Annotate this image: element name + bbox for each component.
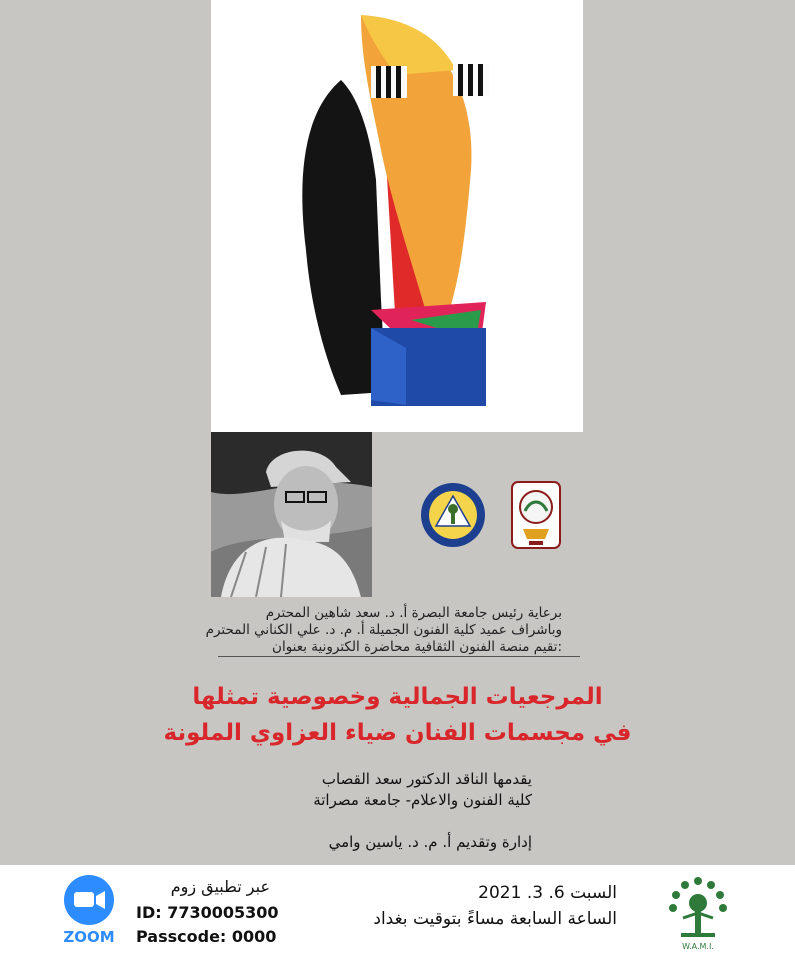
- zoom-icon: [56, 873, 122, 945]
- university-logo: [420, 482, 486, 548]
- zoom-via: عبر تطبيق زوم: [170, 877, 270, 896]
- artist-photo: [211, 432, 372, 597]
- sponsorship-line-1: برعاية رئيس جامعة البصرة أ. د. سعد شاهين المحترم: [265, 605, 562, 621]
- college-logo: [511, 481, 561, 549]
- divider: [218, 656, 580, 657]
- presenter-name: يقدمها الناقد الدكتور سعد القصاب: [321, 770, 532, 788]
- event-time: الساعة السابعة مساءً بتوقيت بغداد: [373, 909, 617, 929]
- sponsorship-line-3: تقيم منصة الفنون الثقافية محاضرة الكترونية بعنوان:: [272, 639, 562, 655]
- wami-text: W.A.M.I.: [682, 942, 714, 951]
- moderator-name: إدارة وتقديم أ. م. د. ياسين وامي: [328, 833, 532, 851]
- footer: [0, 865, 795, 960]
- zoom-id: ID: 7730005300: [136, 903, 279, 922]
- presenter-affiliation: كلية الفنون والاعلام- جامعة مصراتة: [313, 791, 532, 809]
- sculpture-image: [211, 0, 583, 432]
- lecture-title-line-1: المرجعيات الجمالية وخصوصية تمثلها: [192, 684, 603, 710]
- sponsorship-line-2: وباشراف عميد كلية الفنون الجميلة أ. م. د. علي الكناني المحترم: [205, 622, 562, 638]
- event-date: السبت 6. 3. 2021: [478, 883, 617, 903]
- zoom-logo-text: ZOOM: [63, 928, 115, 945]
- lecture-title-line-2: في مجسمات الفنان ضياء العزاوي الملونة: [163, 720, 632, 746]
- zoom-passcode: Passcode: 0000: [136, 927, 277, 946]
- wami-logo: [663, 873, 733, 953]
